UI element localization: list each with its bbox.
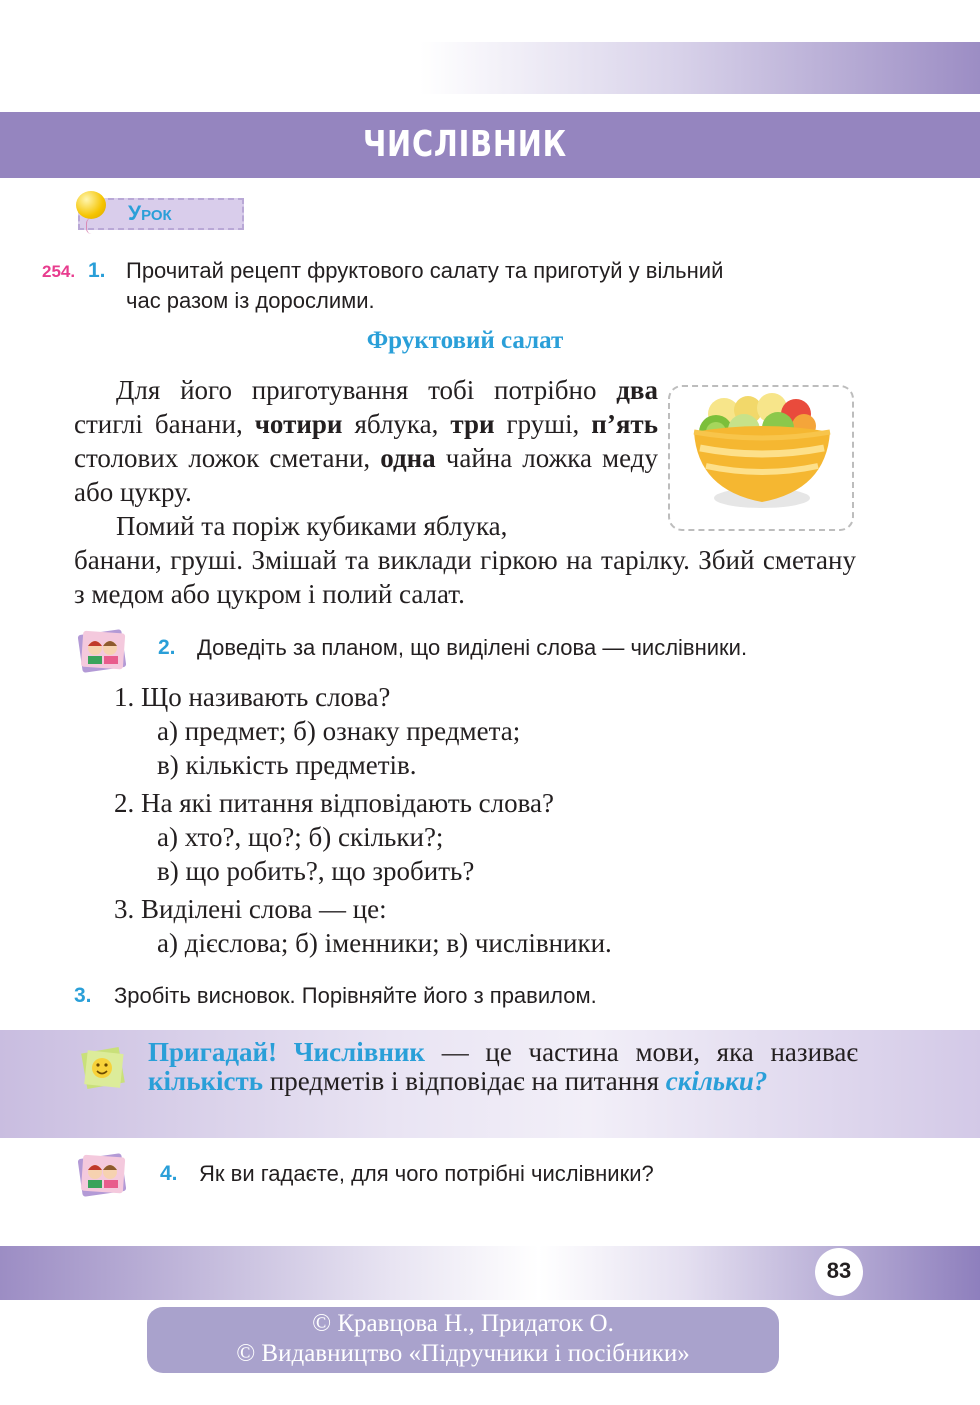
exercise-4-text: Як ви гадаєте, для чого потрібні числівники? (199, 1161, 654, 1186)
question-2: 2. На які питання відповідають слова? (114, 788, 555, 818)
question-2-options-a: а) хто?, що?; б) скільки?; (157, 822, 444, 852)
recipe-title: Фруктовий салат (366, 327, 564, 354)
pair-work-icon (76, 1150, 128, 1198)
recipe-text-run: груші, (494, 409, 592, 439)
rule-lead: Пригадай! Числівник (148, 1037, 425, 1067)
page-number: 83 (826, 1258, 852, 1283)
copyright-line-1: © Кравцова Н., Придаток О. (312, 1310, 614, 1337)
highlighted-numeral: одна (380, 443, 436, 473)
question-2-options-b: в) що робить?, що зробить? (157, 856, 475, 886)
copyright-line-2: © Видавництво «Підручники і посібники» (236, 1340, 690, 1367)
lesson-label: Урок (128, 202, 172, 225)
exercise-2-number: 2. (158, 636, 176, 659)
recipe-paragraph-1 (74, 373, 658, 543)
recipe-p2-start: Помий та поріж кубиками яблука, (116, 511, 508, 541)
balloon-icon (76, 191, 106, 219)
rule-text-1: — це частина мови, яка називає (425, 1037, 858, 1067)
rule-text (148, 1038, 858, 1096)
recipe-paragraph-2-rest: банани, груші. Змішай та виклади гіркою на тарілку. Збий сметану з медом або цукром і полий салат. (74, 545, 856, 609)
rule-key: кількість (148, 1066, 264, 1096)
balloon-string (86, 218, 97, 234)
exercise-1-number: 1. (88, 259, 106, 282)
smiley-note-icon (78, 1044, 128, 1092)
rule-question: скільки? (665, 1066, 768, 1096)
highlighted-numeral: чотири (254, 409, 343, 439)
question-3: 3. Виділені слова — це: (114, 894, 387, 924)
copyright-text (147, 1309, 779, 1369)
highlighted-numeral: два (616, 375, 658, 405)
recipe-text-run: столових ложок сметани, (74, 443, 381, 473)
fruit-salad-bowl-image (686, 390, 838, 516)
exercise-1-line1: Прочитай рецепт фруктового салату та приготуй у вільний (126, 258, 724, 283)
question-3-options: а) дієслова; б) іменники; в) числівники. (157, 928, 612, 958)
pair-work-icon (76, 626, 128, 674)
exercise-1-line2: час разом із дорослими. (126, 288, 375, 313)
exercise-global-number: 254. (42, 262, 76, 281)
exercise-3-text: Зробіть висновок. Порівняйте його з правилом. (114, 983, 597, 1008)
recipe-p1-text (74, 373, 658, 509)
highlighted-numeral: п’ять (591, 409, 658, 439)
exercise-2-text: Доведіть за планом, що виділені слова — числівники. (197, 635, 748, 660)
recipe-text-run: Для його приготування тобі потрібно (116, 375, 617, 405)
question-1: 1. Що називають слова? (114, 682, 391, 712)
recipe-text-run: чайна ложка меду або цукру. (74, 443, 658, 507)
recipe-text-run: яблука, (342, 409, 451, 439)
questions-list (114, 680, 612, 960)
question-1-options-a: а) предмет; б) ознаку предмета; (157, 716, 521, 746)
page-title: ЧИСЛІВНИК (362, 124, 568, 165)
highlighted-numeral: три (450, 409, 495, 439)
question-1-options-b: в) кількість предметів. (157, 750, 417, 780)
exercise-4-number: 4. (160, 1162, 178, 1185)
rule-text-2: предметів і відповідає на питання (263, 1066, 666, 1096)
header-gradient (420, 42, 980, 94)
recipe-text-run: стиглі банани, (74, 409, 255, 439)
exercise-3-number: 3. (74, 984, 92, 1007)
